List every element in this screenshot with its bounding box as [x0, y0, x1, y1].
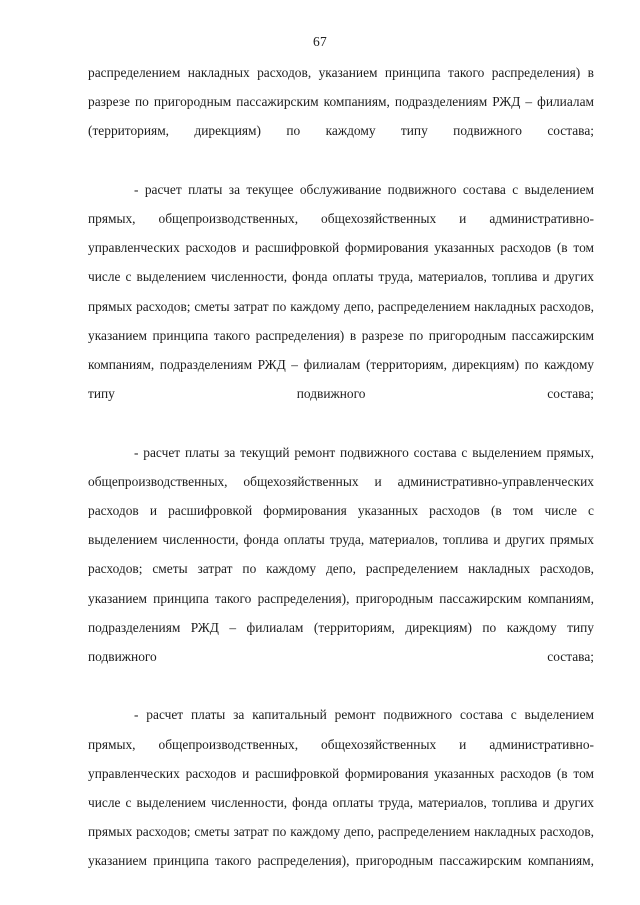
paragraph-2: - расчет платы за текущее обслуживание подвижного состава с выделением прямых, общепроизводственных, общехозяйственных и административно-управленческих расходов и расшифровкой формирования указанных расходов (в том числе с выделением численности, фонда оплаты труда, материалов, топлива и других прямых расходов; сметы затрат по каждому депо, распределением накладных расходов, указанием принципа такого распределения) в разрезе по пригородным пассажирским компаниям, подразделениям РЖД – филиалам (территориям, дирекциям) по каждому типу подвижного состава; [88, 181, 594, 402]
paragraph-4: - расчет платы за капитальный ремонт подвижного состава с выделением прямых, общепроизводственных, общехозяйственных и административно-управленческих расходов и расшифровкой формирования указанных расходов (в том числе с выделением численности, фонда оплаты труда, материалов, топлива и других прямых расходов; сметы затрат по каждому депо, распределением накладных расходов, указанием принципа такого распределения), пригородным пассажирским компаниям, [88, 707, 594, 869]
page-number: 67 [313, 34, 327, 49]
page-body [88, 58, 594, 905]
paragraph-3: - расчет платы за текущий ремонт подвижного состава с выделением прямых, общепроизводственных, общехозяйственных и административно-управленческих расходов и расшифровкой формирования указанных расходов (в том числе с выделением численности, фонда оплаты труда, материалов, топлива и других прямых расходов; сметы затрат по каждому депо, распределением накладных расходов, указанием принципа такого распределения), пригородным пассажирским компаниям, подразделениям РЖД – филиалам (территориям, дирекциям) по каждому типу подвижного состава; [88, 444, 594, 665]
paragraph-1: распределением накладных расходов, указанием принципа такого распределения) в разрезе по пригородным пассажирским компаниям, подразделениям РЖД – филиалам (территориям, дирекциям) по каждому типу подвижного состава; [88, 65, 594, 139]
